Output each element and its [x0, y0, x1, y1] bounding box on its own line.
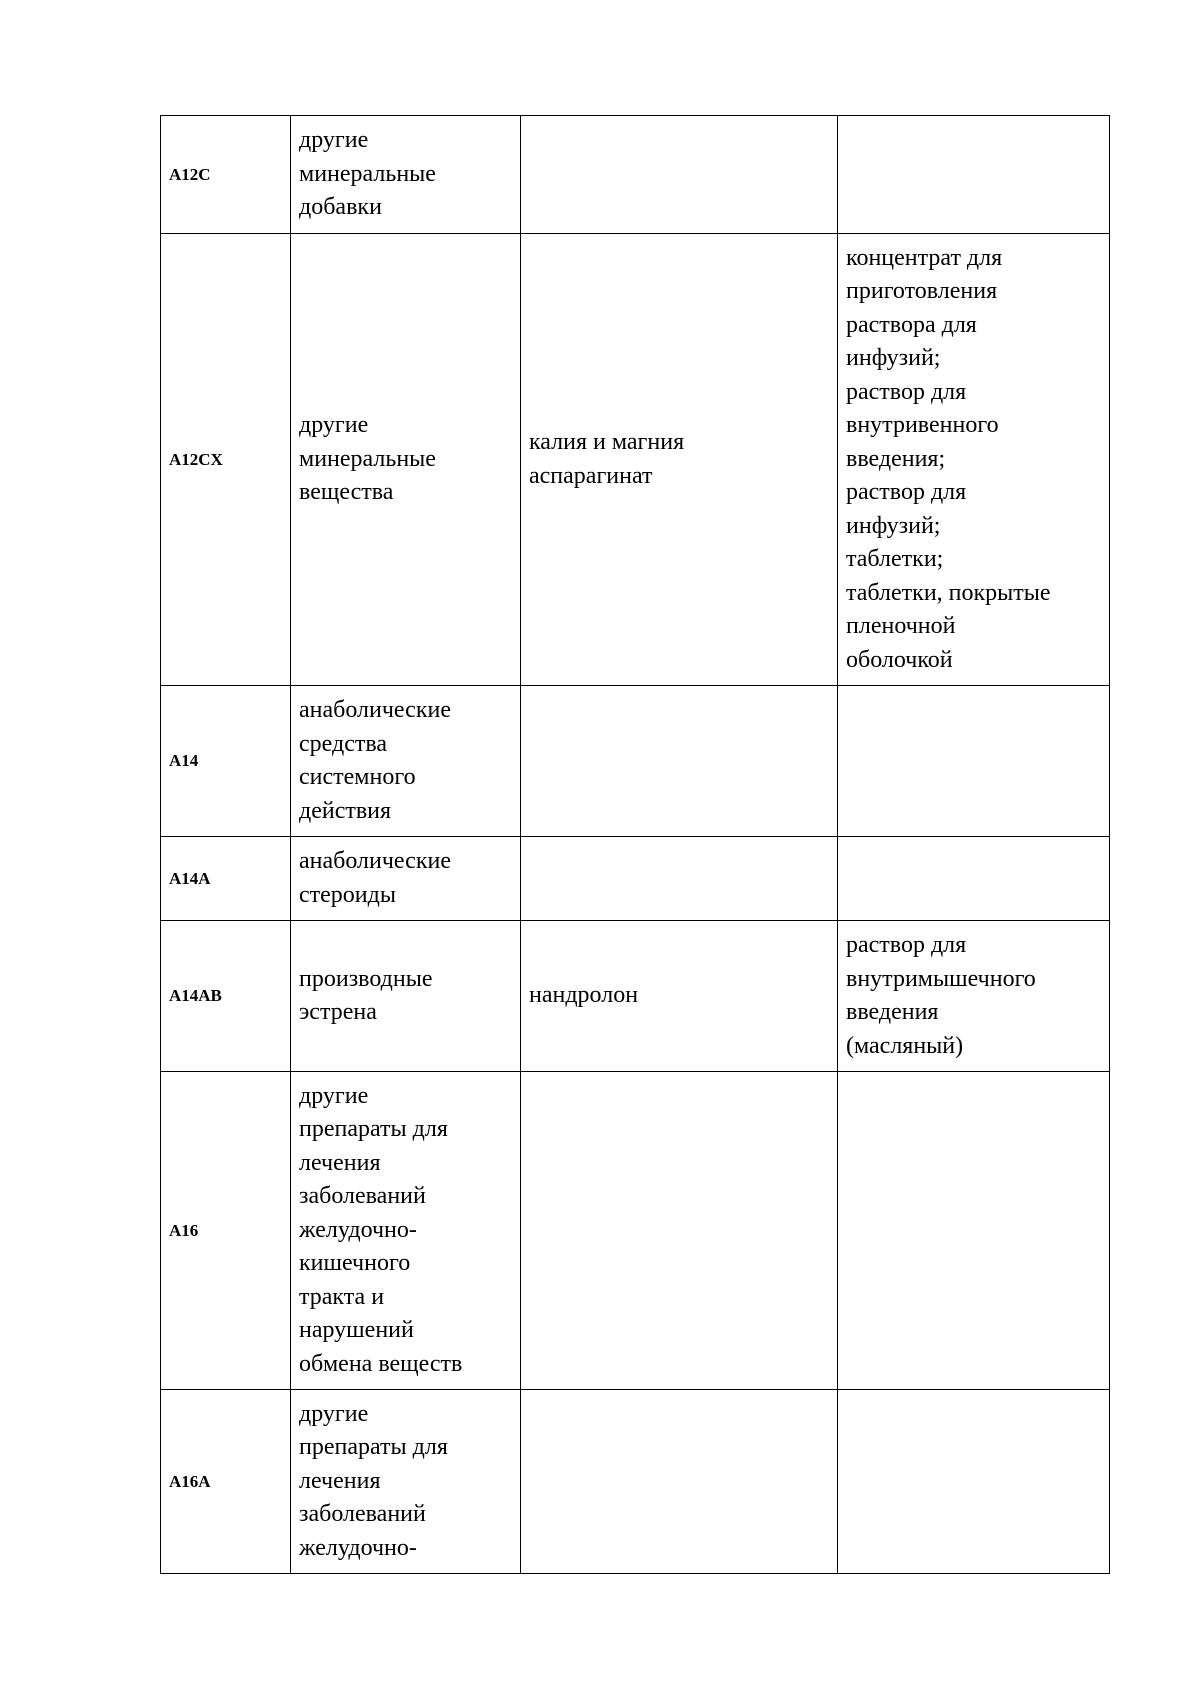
group-cell: другие препараты для лечения заболеваний желудочно- [291, 1390, 521, 1574]
atc-code-cell: A14AB [161, 921, 291, 1072]
group-cell: производные эстрена [291, 921, 521, 1072]
table-row [161, 116, 1110, 234]
drug-cell [521, 1390, 838, 1574]
atc-code-cell: A12CX [161, 234, 291, 686]
atc-code-cell: A16 [161, 1072, 291, 1390]
group-cell: другие минеральные вещества [291, 234, 521, 686]
drug-cell [521, 837, 838, 921]
table-row [161, 234, 1110, 686]
drug-cell: нандролон [521, 921, 838, 1072]
drug-cell [521, 1072, 838, 1390]
atc-code-cell: A12C [161, 116, 291, 234]
group-cell: анаболические средства системного действия [291, 686, 521, 837]
table-row [161, 1072, 1110, 1390]
table-row [161, 921, 1110, 1072]
form-cell: раствор для внутримышечного введения (масляный) [838, 921, 1110, 1072]
atc-code-cell: A14A [161, 837, 291, 921]
table-row [161, 837, 1110, 921]
medicines-table [160, 115, 1110, 1574]
atc-code-cell: A16A [161, 1390, 291, 1574]
table-row [161, 686, 1110, 837]
drug-cell [521, 686, 838, 837]
group-cell: анаболические стероиды [291, 837, 521, 921]
form-cell [838, 1072, 1110, 1390]
group-cell: другие препараты для лечения заболеваний желудочно- кишечного тракта и нарушений обмена веществ [291, 1072, 521, 1390]
form-cell [838, 686, 1110, 837]
drug-cell [521, 116, 838, 234]
form-cell [838, 116, 1110, 234]
table-row [161, 1390, 1110, 1574]
form-cell [838, 837, 1110, 921]
form-cell: концентрат для приготовления раствора для инфузий; раствор для внутривенного введения; раствор для инфузий; таблетки; таблетки, покрытые пленочной оболочкой [838, 234, 1110, 686]
form-cell [838, 1390, 1110, 1574]
drug-cell: калия и магния аспарагинат [521, 234, 838, 686]
atc-code-cell: A14 [161, 686, 291, 837]
group-cell: другие минеральные добавки [291, 116, 521, 234]
